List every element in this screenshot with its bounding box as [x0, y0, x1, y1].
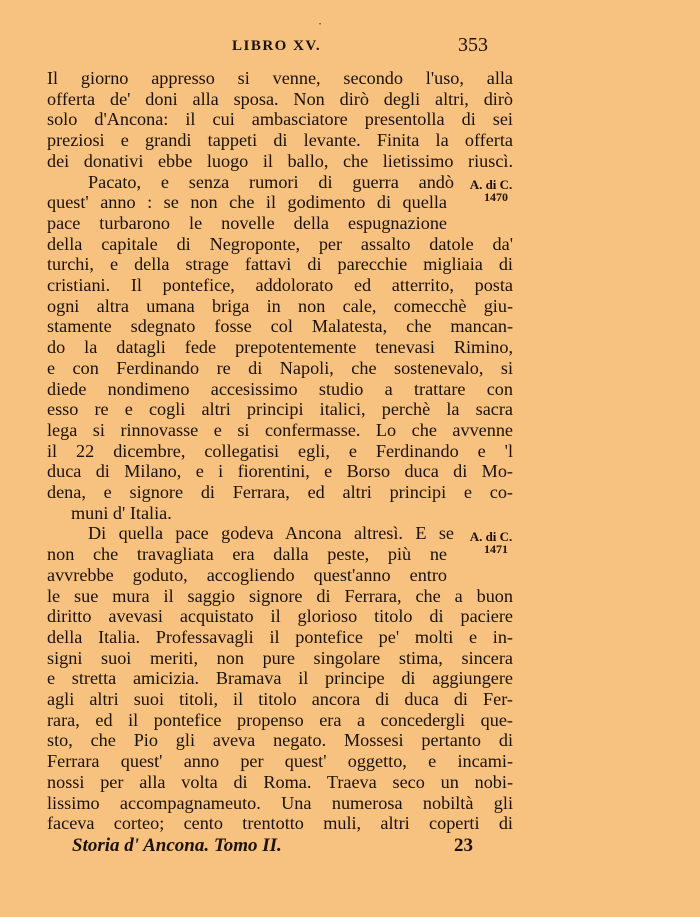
text-line: turchi, e della strage fattavi di parecchie migliaia di: [47, 254, 513, 275]
text-line: diede nondimeno accesissimo studio a trattare con: [47, 378, 513, 399]
text-line: signi suoi meriti, non pure singolare stima, sincera: [47, 647, 513, 668]
text-line: Ferrara quest' anno per quest' oggetto, e incami-: [47, 751, 513, 772]
text-line: sto, che Pio gli aveva negato. Mossesi pertanto di: [47, 730, 513, 751]
text-line: e stretta amicizia. Bramava il principe di aggiungere: [47, 668, 513, 689]
text-line: esso re e cogli altri principi italici, perchè la sacra: [47, 399, 513, 420]
text-line: della capitale di Negroponte, per assalto datole da': [47, 233, 513, 254]
text-line: dena, e signore di Ferrara, ed altri principi e co-: [47, 482, 513, 502]
text-line: muni d' Italia.: [71, 502, 172, 523]
footer-title: Storia d' Ancona. Tomo II.: [72, 835, 282, 856]
text-line: agli altri suoi titoli, il titolo ancora di duca di Fer-: [47, 689, 513, 709]
text-line: solo d'Ancona: il cui ambasciatore presentolla di sei: [47, 109, 513, 130]
margin-note-year: 1471: [484, 542, 508, 557]
text-line: pace turbarono le novelle della espugnazione: [47, 212, 447, 233]
text-line: offerta de' doni alla sposa. Non dirò degli altri, dirò: [47, 88, 513, 109]
text-line: Di quella pace godeva Ancona altresì. E se: [88, 523, 454, 544]
text-line: cristiani. Il pontefice, addolorato ed atterrito, posta: [47, 275, 513, 295]
text-line: non che travagliata era dalla peste, più ne: [47, 544, 447, 565]
margin-note-year: 1470: [484, 190, 508, 205]
text-line: Pacato, e senza rumori di guerra andò: [88, 171, 454, 192]
text-line: rara, ed il pontefice propenso era a concedergli que-: [47, 709, 513, 730]
text-line: ogni altra umana briga in non cale, comecchè giu-: [47, 295, 513, 316]
text-line: dei donativi ebbe luogo il ballo, che lietissimo riuscì.: [47, 150, 513, 171]
text-line: lissimo accompagnameuto. Una numerosa nobiltà gli: [47, 792, 513, 813]
text-line: il 22 dicembre, collegatisi egli, e Ferdinando e 'l: [47, 440, 513, 461]
text-line: avvrebbe goduto, accogliendo quest'anno entro: [47, 564, 447, 585]
text-line: lega si rinnovasse e si confermasse. Lo che avvenne: [47, 419, 513, 440]
text-line: e con Ferdinando re di Napoli, che sostenevalo, si: [47, 357, 513, 378]
text-line: della Italia. Professavagli il pontefice pe' molti e in-: [47, 626, 513, 647]
page-header: [0, 34, 700, 58]
page-number: 353: [458, 34, 488, 56]
text-line: le sue mura il saggio signore di Ferrara, che a buon: [47, 585, 513, 606]
text-line: Il giorno appresso si venne, secondo l'uso, alla: [47, 68, 513, 88]
margin-note: [466, 530, 516, 556]
text-line: duca di Milano, e i fiorentini, e Borso duca di Mo-: [47, 461, 513, 482]
text-line: faceva corteo; cento trentotto muli, altri coperti di: [47, 813, 513, 834]
signature-mark: 23: [454, 835, 473, 856]
margin-note-label: A. di C.: [469, 177, 513, 193]
print-speck: •: [319, 22, 322, 28]
margin-note-label: A. di C.: [469, 529, 513, 545]
margin-note: [466, 178, 516, 204]
text-line: preziosi e grandi tappeti di levante. Finita la offerta: [47, 130, 513, 151]
text-line: nossi per alla volta di Roma. Traeva seco un nobi-: [47, 771, 513, 792]
text-line: do la datagli fede prepotentemente tenevasi Rimino,: [47, 337, 513, 358]
text-line: quest' anno : se non che il godimento di quella: [47, 192, 447, 213]
text-line: stamente sdegnato fosse col Malatesta, che mancan-: [47, 316, 513, 337]
running-title: LIBRO XV.: [232, 38, 322, 54]
text-line: diritto avevasi acquistato il glorioso titolo di paciere: [47, 606, 513, 627]
